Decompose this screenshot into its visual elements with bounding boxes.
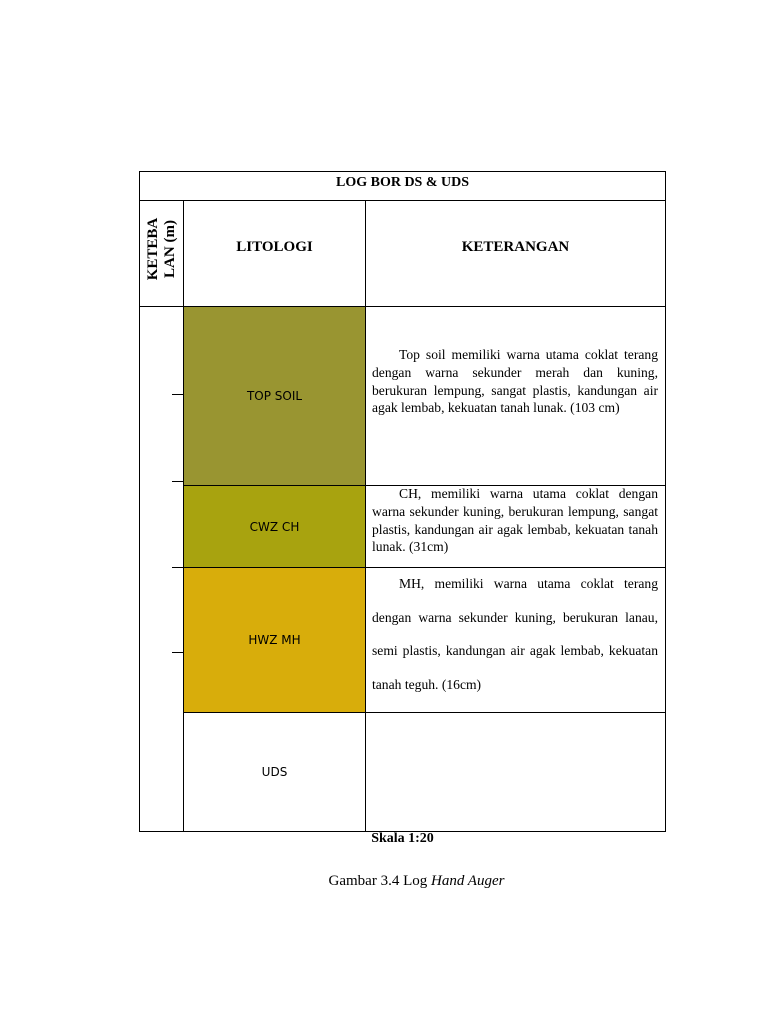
- description-text-hwz-mh: MH, memiliki warna utama coklat terang dengan warna sekunder kuning, berukuran lanau, semi plastis, kandungan air agak lembab, kekuatan tanah teguh. (16cm): [372, 576, 658, 692]
- depth-header-line-2: LAN (m): [162, 220, 178, 278]
- depth-header-line-1: KETEBA: [145, 217, 161, 281]
- description-text-top-soil: Top soil memiliki warna utama coklat terang dengan warna sekunder merah dan kuning, berukuran lempung, sangat plastis, kandungan air agak lembab, kekuatan tanah lunak. (103 cm): [372, 347, 658, 416]
- layer-label-uds: UDS: [261, 765, 288, 779]
- description-header: KETERANGAN: [461, 238, 570, 255]
- depth-tick: [172, 394, 184, 395]
- depth-tick: [172, 567, 184, 568]
- log-bor-table: [139, 171, 666, 832]
- layer-label-hwz-mh: HWZ MH: [248, 633, 301, 647]
- depth-header-label: [145, 218, 179, 281]
- lithology-header: LITOLOGI: [236, 238, 313, 255]
- layer-label-top-soil: TOP SOIL: [246, 389, 303, 403]
- figure-caption-prefix: Gambar 3.4 Log: [328, 873, 431, 889]
- layer-cwz-ch: [184, 486, 365, 568]
- layer-top-soil: [184, 307, 365, 486]
- figure-caption: [139, 873, 694, 890]
- scale-caption: Skala 1:20: [371, 831, 434, 846]
- description-text-cwz-ch: CH, memiliki warna utama coklat dengan warna sekunder kuning, berukuran lempung, sangat plastis, kandungan air agak lembab, kekuatan tanah lunak. (31cm): [372, 486, 658, 555]
- layer-label-cwz-ch: CWZ CH: [249, 519, 300, 534]
- description-hwz-mh: [366, 567, 665, 701]
- layer-hwz-mh: [184, 568, 365, 713]
- depth-tick: [172, 652, 184, 653]
- description-top-soil: [366, 346, 665, 417]
- description-cwz-ch: [366, 485, 665, 556]
- depth-header-cell: [140, 201, 184, 307]
- table-title: LOG BOR DS & UDS: [140, 172, 665, 201]
- description-divider: [366, 712, 665, 713]
- layer-uds: [184, 713, 365, 831]
- depth-tick: [172, 481, 184, 482]
- figure-caption-italic: Hand Auger: [431, 873, 505, 889]
